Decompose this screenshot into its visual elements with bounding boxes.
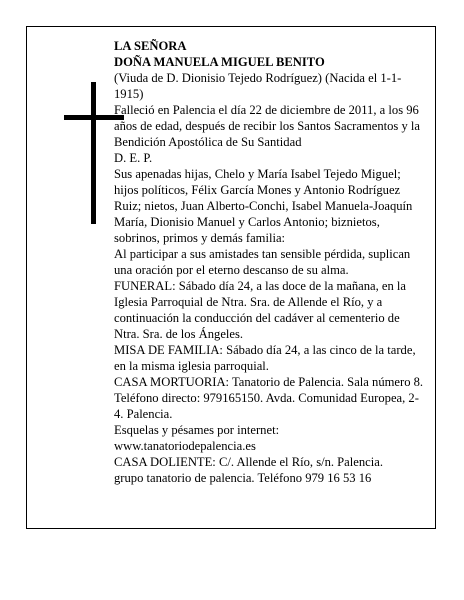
- condolences-label: Esquelas y pésames por internet:: [114, 423, 280, 437]
- death-notice: Falleció en Palencia el día 22 de diciembre de 2011, a los 96 años de edad, después de recibir los Santos Sacramentos y la Bendición Apostólica de Su Santidad: [114, 103, 421, 149]
- deceased-name: DOÑA MANUELA MIGUEL BENITO: [114, 55, 325, 69]
- footer-info: grupo tanatorio de palencia. Teléfono 979 16 53 16: [114, 471, 372, 485]
- title-line-1: LA SEÑORA: [114, 39, 187, 53]
- prayer-request: Al participar a sus amistades tan sensible pérdida, suplican una oración por el eterno descanso de su alma.: [114, 247, 411, 277]
- mortuary-info: CASA MORTUORIA: Tanatorio de Palencia. Sala número 8. Teléfono directo: 979165150. Avda. Comunidad Europea, 2-4. Palencia.: [114, 375, 424, 421]
- widow-note: (Viuda de D. Dionisio Tejedo Rodríguez) (Nacida el 1-1-1915): [114, 71, 402, 101]
- website-link[interactable]: www.tanatoriodepalencia.es: [114, 439, 256, 453]
- rip-text: D. E. P.: [114, 151, 153, 165]
- family-mass-info: MISA DE FAMILIA: Sábado día 24, a las cinco de la tarde, en la misma iglesia parroquial.: [114, 343, 416, 373]
- grieving-house-info: CASA DOLIENTE: C/. Allende el Río, s/n. Palencia.: [114, 455, 383, 469]
- funeral-info: FUNERAL: Sábado día 24, a las doce de la mañana, en la Iglesia Parroquial de Ntra. Sra. de Allende el Río, y a continuación la conducción del cadáver al cementerio de Ntra. Sra. de los Ángeles.: [114, 279, 407, 341]
- family-list: Sus apenadas hijas, Chelo y María Isabel Tejedo Miguel; hijos políticos, Félix García Mones y Antonio Rodríguez Ruiz; nietos, Juan Alberto-Conchi, Isabel Manuela-Joaquín María, Dionisio Manuel y Carlos Antonio; biznietos, sobrinos, primos y demás familia:: [114, 167, 413, 245]
- obituary-text: [114, 38, 426, 486]
- cross-icon: [91, 82, 96, 224]
